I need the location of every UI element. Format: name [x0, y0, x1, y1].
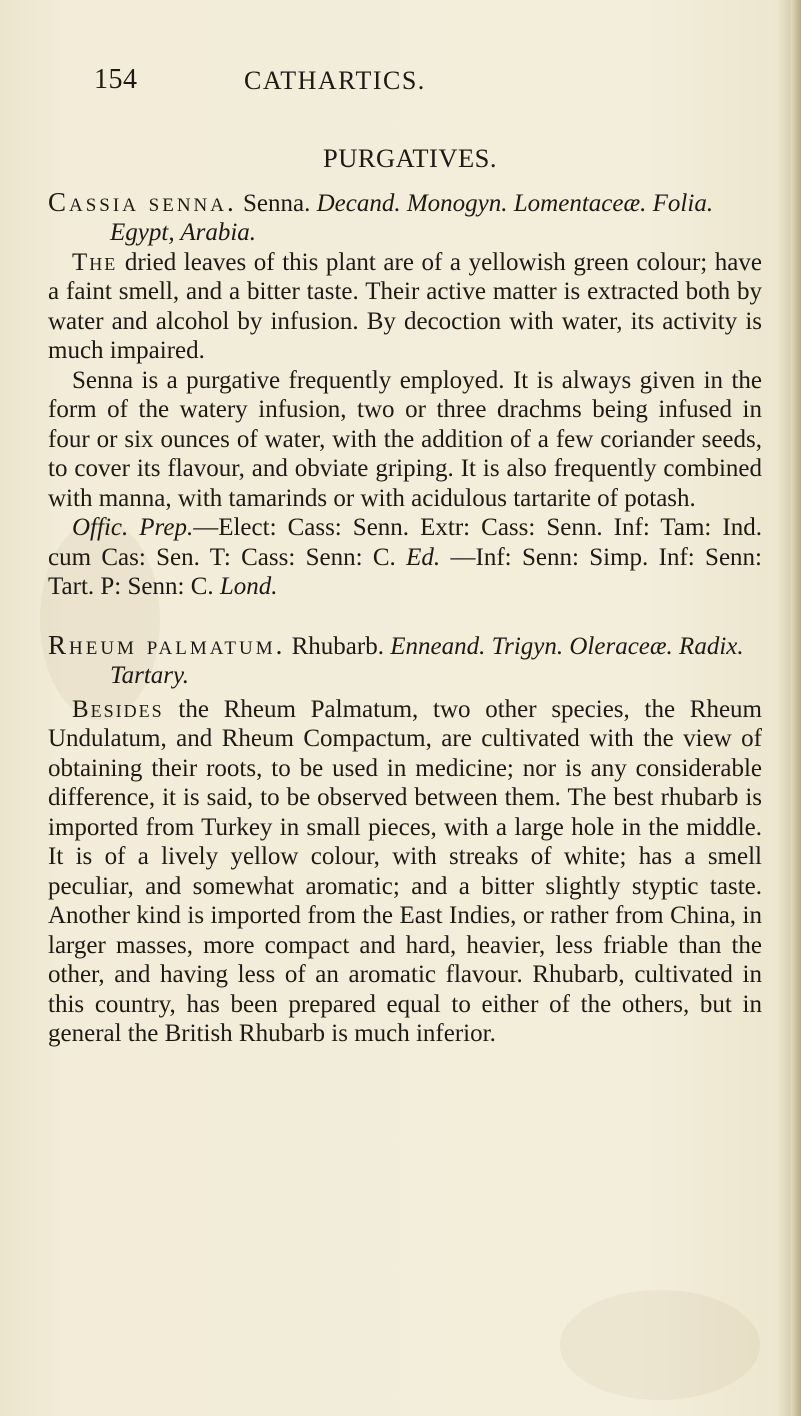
paragraph: [48, 248, 762, 366]
entry-heading: [48, 631, 762, 691]
classification: Enneand. Trigyn. Oleraceæ. Radix. Tartary.: [110, 632, 744, 689]
part-origin: Folia. Egypt, Arabia.: [110, 189, 714, 246]
page-body: [48, 144, 762, 1049]
paragraph-text: the Rheum Palmatum, two other species, the Rheum Undulatum, and Rheum Compactum, are cultivated with the view of obtaining their roots, to be used in medicine; nor is any considerable difference, it is said, to be observed between them. The best rhubarb is imported from Turkey in small pieces, with a large hole in the middle. It is of a lively yellow colour, with streaks of white; has a smell peculiar, and somewhat aromatic; and a bitter slightly styptic taste. Another kind is imported from the East Indies, or rather from China, in larger masses, more compact and hard, heavier, less friable than the other, and having less of an aromatic flavour. Rhubarb, cultivated in this country, has been prepared equal to either of the others, but in general the British Rhubarb is much inferior.: [48, 695, 762, 1047]
rheum-entry: [48, 631, 762, 1049]
section-title: PURGATIVES.: [322, 143, 498, 173]
running-head: CATHARTICS.: [244, 66, 426, 95]
spacer: [48, 602, 762, 631]
common-name: Senna.: [243, 189, 311, 217]
latin-name: Cassia senna.: [48, 186, 237, 217]
page-number: 154: [94, 64, 138, 95]
entry-heading: [48, 188, 762, 248]
offic-label: Offic. Prep.: [72, 514, 194, 541]
officinal-preparations: [48, 513, 762, 602]
offic-text: —Inf: Senn: Simp. Inf: Senn: Tart. P: Senn: C.: [48, 543, 762, 600]
lead-word: The: [72, 248, 118, 276]
paragraph: [48, 695, 762, 1049]
offic-ed: Ed.: [406, 543, 441, 571]
paragraph-text: dried leaves of this plant are of a yellowish green colour; have a faint smell, and a bitter taste. Their active matter is extracted both by water and alcohol by infusion. By decoction with water, its activity is much impaired.: [48, 248, 763, 364]
offic-lond: Lond.: [219, 573, 278, 600]
paragraph: Senna is a purgative frequently employed. It is always given in the form of the watery infusion, two or three drachms being infused in four or six ounces of water, with the addition of a few coriander seeds, to cover its flavour, and obviate griping. It is also frequently combined with manna, with tamarinds or with acidulous tartarite of potash.: [48, 366, 762, 512]
page-edge: [791, 0, 801, 1416]
latin-name: Rheum palmatum.: [48, 629, 286, 660]
lead-word: Besides: [72, 695, 164, 723]
offic-text: —Elect: Cass: Senn. Extr: Cass: Senn. Inf: Tam: Ind. cum Cas: Sen. T: Cass: Senn: C.: [48, 514, 763, 571]
senna-entry: [48, 188, 762, 602]
paper-stain: [560, 1290, 760, 1400]
classification: Decand. Monogyn. Lomentaceæ.: [316, 189, 647, 217]
common-name: Rhubarb.: [291, 632, 384, 660]
page-header: [94, 64, 734, 98]
